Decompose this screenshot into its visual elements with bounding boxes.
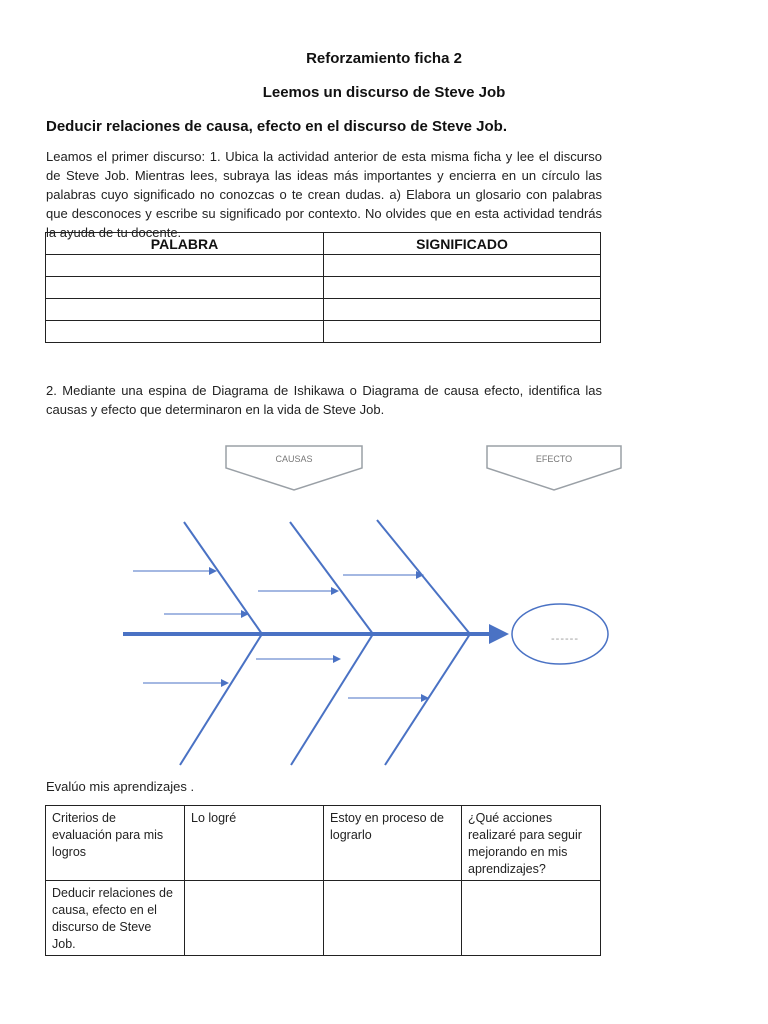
acciones-cell[interactable]: [462, 881, 601, 956]
table-row: [46, 299, 601, 321]
glossary-cell[interactable]: [46, 255, 324, 277]
table-row: [46, 255, 601, 277]
glossary-cell[interactable]: [46, 277, 324, 299]
page-subtitle: Leemos un discurso de Steve Job: [262, 84, 506, 101]
criterion-cell: Deducir relaciones de causa, efecto en el discurso de Steve Job.: [46, 881, 185, 956]
header-significado: SIGNIFICADO: [324, 233, 601, 255]
instructions-paragraph-1: Leamos el primer discurso: 1. Ubica la actividad anterior de esta misma ficha y lee el discurso de Steve Job. Mientras lees, subraya las ideas más importantes y encierra en un círculo las palabras cuyo significado no conozcas o te crean dudas. a) Elabora un glosario con palabras que desconoces y escribe su significado por contexto. No olvides que en esta actividad tendrás la ayuda de tu docente.: [46, 149, 602, 240]
glossary-cell[interactable]: [324, 299, 601, 321]
glossary-cell[interactable]: [324, 277, 601, 299]
glossary-cell[interactable]: [46, 299, 324, 321]
glossary-cell[interactable]: [324, 255, 601, 277]
cause-bones: [180, 520, 470, 765]
glossary-table: [45, 232, 601, 343]
evaluation-header-row: [46, 806, 601, 881]
page-title: Reforzamiento ficha 2: [306, 50, 462, 67]
effect-label: EFECTO: [535, 454, 573, 464]
header-en-proceso: Estoy en proceso de lograrlo: [324, 806, 462, 881]
instructions-paragraph-2: 2. Mediante una espina de Diagrama de Ishikawa o Diagrama de causa efecto, identifica las causas y efecto que determinaron en la vida de Steve Job.: [46, 383, 602, 417]
en-proceso-cell[interactable]: [324, 881, 462, 956]
header-lo-logre: Lo logré: [185, 806, 324, 881]
header-acciones: ¿Qué acciones realizaré para seguir mejorando en mis aprendizajes?: [462, 806, 601, 881]
glossary-cell[interactable]: [46, 321, 324, 343]
evaluation-intro: Evalúo mis aprendizajes .: [46, 779, 195, 794]
ishikawa-diagram: [0, 420, 768, 780]
glossary-header-row: [46, 233, 601, 255]
evaluation-table: [45, 805, 601, 956]
causes-label: CAUSAS: [275, 454, 313, 464]
table-row: [46, 881, 601, 956]
glossary-cell[interactable]: [324, 321, 601, 343]
header-criterios: Criterios de evaluación para mis logros: [46, 806, 185, 881]
table-row: [46, 277, 601, 299]
table-row: [46, 321, 601, 343]
effect-placeholder: ------: [551, 633, 579, 645]
lo-logre-cell[interactable]: [185, 881, 324, 956]
header-palabra: PALABRA: [46, 233, 324, 255]
causes-arrow-box: [226, 446, 362, 490]
effect-arrow-box: [487, 446, 621, 490]
section-heading: Deducir relaciones de causa, efecto en el discurso de Steve Job.: [46, 118, 508, 135]
